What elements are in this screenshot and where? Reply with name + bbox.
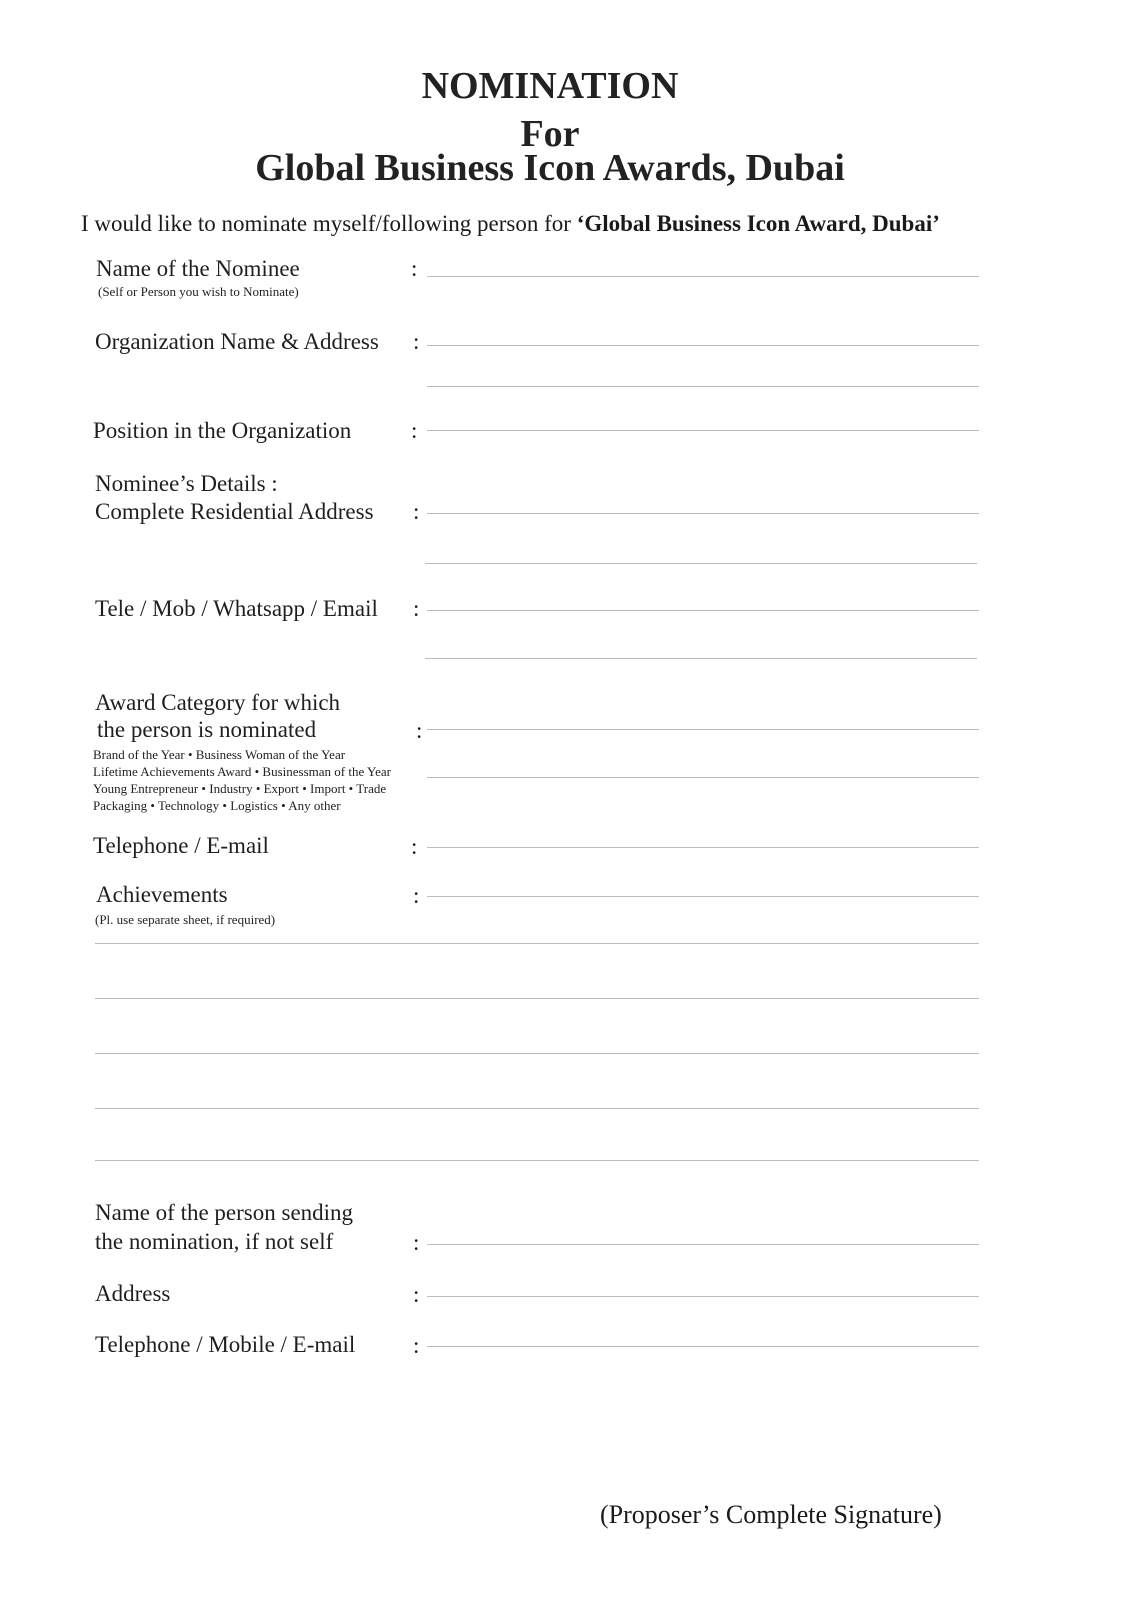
achievements-field-line2[interactable]	[95, 943, 979, 944]
intro-award-name: ‘Global Business Icon Award, Dubai’	[576, 211, 940, 236]
telephone-email-field[interactable]	[427, 847, 979, 848]
contact-colon: :	[413, 596, 420, 621]
sender-name-colon: :	[413, 1230, 420, 1255]
form-title-event: Global Business Icon Awards, Dubai	[255, 147, 845, 189]
award-categories-list	[93, 746, 391, 814]
nominee-name-colon: :	[411, 256, 418, 281]
residential-address-label: Complete Residential Address	[95, 499, 374, 524]
achievements-field-line3[interactable]	[95, 998, 979, 999]
sender-contact-field[interactable]	[427, 1346, 979, 1347]
award-category-colon: :	[416, 718, 423, 743]
nominee-name-note: (Self or Person you wish to Nominate)	[98, 284, 299, 299]
award-category-field-line2[interactable]	[427, 777, 979, 778]
award-category-option: Lifetime Achievements Award • Businessman of the Year	[93, 764, 391, 779]
form-title-for: For	[520, 113, 580, 155]
intro-statement	[81, 211, 940, 237]
sender-contact-colon: :	[413, 1333, 420, 1358]
sender-name-label-line2: the nomination, if not self	[95, 1229, 334, 1254]
organization-field-line1[interactable]	[427, 345, 979, 346]
sender-address-field[interactable]	[427, 1296, 979, 1297]
residential-address-field-line1[interactable]	[427, 513, 979, 514]
sender-name-field[interactable]	[427, 1244, 979, 1245]
intro-text: I would like to nominate myself/following person for	[81, 211, 577, 236]
contact-field-line1[interactable]	[427, 610, 979, 611]
nominee-name-label: Name of the Nominee	[96, 256, 300, 281]
organization-label: Organization Name & Address	[95, 329, 379, 354]
sender-address-label: Address	[95, 1281, 171, 1306]
achievements-note: (Pl. use separate sheet, if required)	[95, 912, 276, 927]
position-colon: :	[411, 418, 418, 443]
award-category-label-line2: the person is nominated	[97, 717, 317, 742]
achievements-field-line1[interactable]	[427, 896, 979, 897]
achievements-field-line5[interactable]	[95, 1108, 979, 1109]
organization-field-line2[interactable]	[427, 386, 979, 387]
nominee-details-heading: Nominee’s Details :	[95, 471, 278, 496]
residential-address-field-line2[interactable]	[425, 563, 977, 564]
form-title: NOMINATION	[421, 65, 679, 107]
residential-address-colon: :	[413, 499, 420, 524]
telephone-email-label: Telephone / E-mail	[93, 833, 269, 858]
award-category-label-line1: Award Category for which	[95, 690, 341, 715]
organization-colon: :	[413, 329, 420, 354]
award-category-field-line1[interactable]	[427, 729, 979, 730]
achievements-colon: :	[413, 883, 420, 908]
achievements-field-line6[interactable]	[95, 1160, 979, 1161]
contact-label: Tele / Mob / Whatsapp / Email	[95, 596, 378, 621]
position-field[interactable]	[427, 430, 979, 431]
achievements-field-line4[interactable]	[95, 1053, 979, 1054]
sender-name-label-line1: Name of the person sending	[95, 1200, 354, 1225]
award-category-option: Brand of the Year • Business Woman of the Year	[93, 747, 346, 762]
award-category-option: Young Entrepreneur • Industry • Export • Import • Trade	[93, 781, 387, 796]
sender-contact-label: Telephone / Mobile / E-mail	[95, 1332, 356, 1357]
proposer-signature-label: (Proposer’s Complete Signature)	[600, 1500, 942, 1529]
contact-field-line2[interactable]	[425, 658, 977, 659]
nominee-name-field[interactable]	[427, 276, 979, 277]
award-category-option: Packaging • Technology • Logistics • Any other	[93, 798, 341, 813]
achievements-label: Achievements	[96, 882, 228, 907]
position-label: Position in the Organization	[93, 418, 352, 443]
sender-address-colon: :	[413, 1282, 420, 1307]
telephone-email-colon: :	[411, 834, 418, 859]
